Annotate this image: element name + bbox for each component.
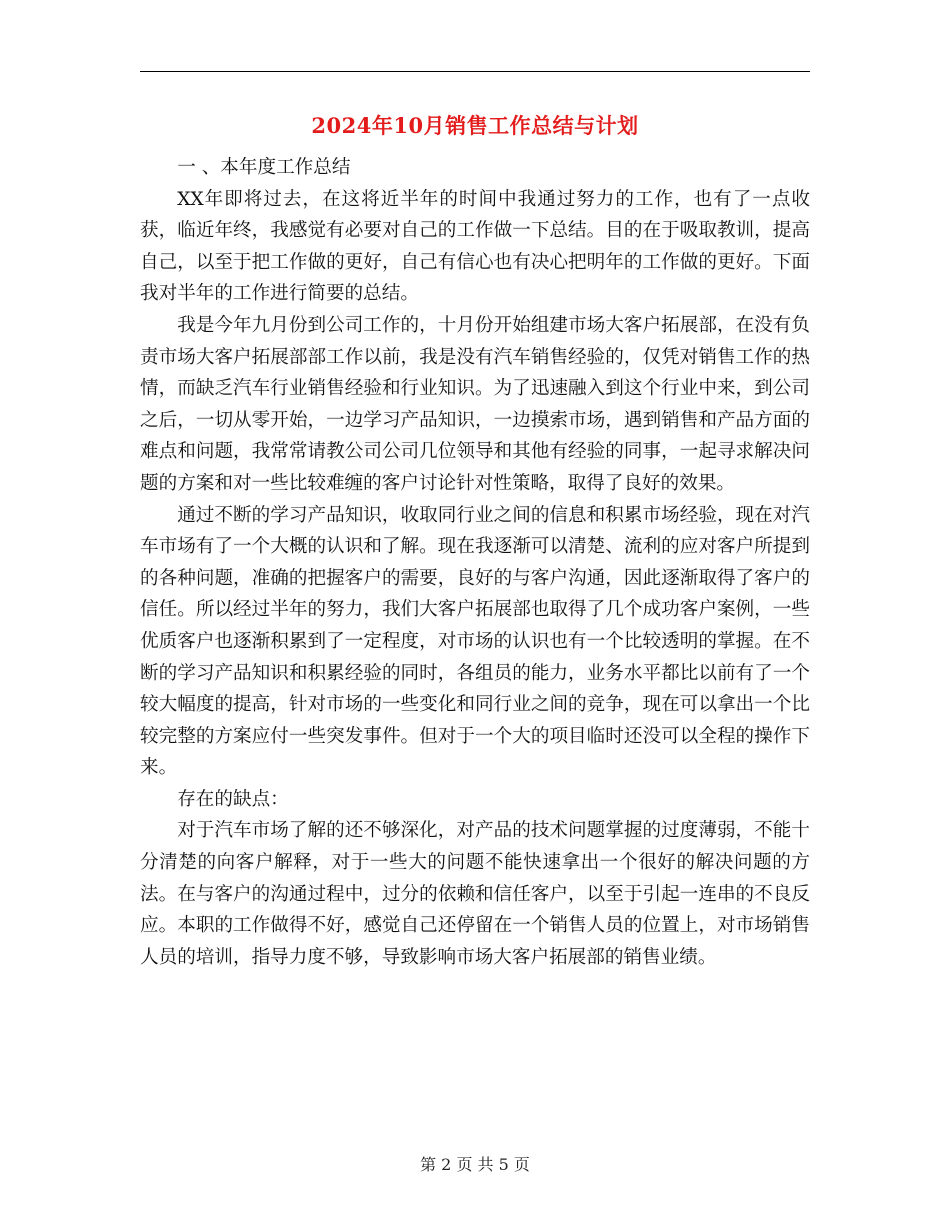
paragraph-intro: XX年即将过去，在这将近半年的时间中我通过努力的工作，也有了一点收获，临近年终，我感觉有必要对自己的工作做一下总结。目的在于吸取教训，提高自己，以至于把工作做的更好，自己有信心也有决心把明年的工作做的更好。下面我对半年的工作进行简要的总结。 bbox=[140, 188, 810, 305]
shortcomings-heading: 存在的缺点： bbox=[177, 788, 289, 810]
header-rule bbox=[140, 71, 810, 72]
page-number-footer: 第 2 页 共 5 页 bbox=[420, 1155, 530, 1174]
document-title: 2024年10月销售工作总结与计划 bbox=[311, 113, 639, 138]
section-heading: 一 、本年度工作总结 bbox=[177, 157, 351, 178]
paragraph-background: 我是今年九月份到公司工作的，十月份开始组建市场大客户拓展部，在没有负责市场大客户拓展部部工作以前，我是没有汽车销售经验的，仅凭对销售工作的热情，而缺乏汽车行业销售经验和行业知识。为了迅速融入到这个行业中来，到公司之后，一切从零开始，一边学习产品知识，一边摸索市场，遇到销售和产品方面的难点和问题，我常常请教公司公司几位领导和其他有经验的同事，一起寻求解决问题的方案和对一些比较难缠的客户讨论针对性策略，取得了良好的效果。 bbox=[140, 314, 810, 494]
paragraph-progress: 通过不断的学习产品知识，收取同行业之间的信息和积累市场经验，现在对汽车市场有了一个大概的认识和了解。现在我逐渐可以清楚、流利的应对客户所提到的各种问题，准确的把握客户的需要，良好的与客户沟通，因此逐渐取得了客户的信任。所以经过半年的努力，我们大客户拓展部也取得了几个成功客户案例，一些优质客户也逐渐积累到了一定程度，对市场的认识也有一个比较透明的掌握。在不断的学习产品知识和积累经验的同时，各组员的能力，业务水平都比以前有了一个较大幅度的提高，针对市场的一些变化和同行业之间的竞争，现在可以拿出一个比较完整的方案应付一些突发事件。但对于一个大的项目临时还没可以全程的操作下来。 bbox=[140, 504, 810, 779]
paragraph-shortcomings: 对于汽车市场了解的还不够深化，对产品的技术问题掌握的过度薄弱，不能十分清楚的向客户解释，对于一些大的问题不能快速拿出一个很好的解决问题的方法。在与客户的沟通过程中，过分的依赖和信任客户，以至于引起一连串的不良反应。本职的工作做得不好，感觉自己还停留在一个销售人员的位置上，对市场销售人员的培训，指导力度不够，导致影响市场大客户拓展部的销售业绩。 bbox=[140, 820, 810, 968]
document-body bbox=[140, 152, 810, 973]
